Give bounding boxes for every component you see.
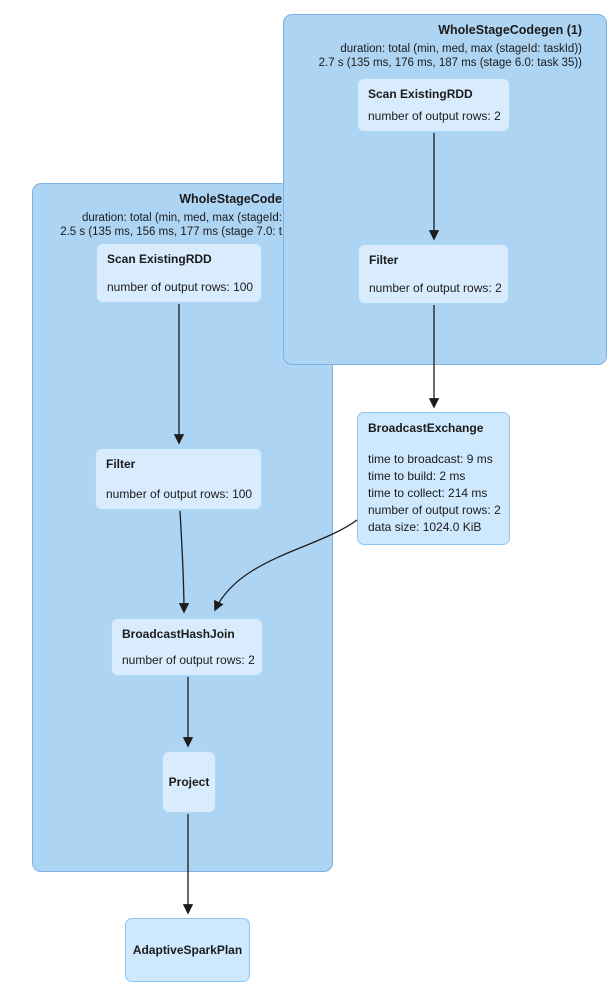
cluster-title: WholeStageCodegen (1)	[438, 23, 582, 37]
cluster-header	[284, 15, 606, 70]
node-metric: time to collect: 214 ms	[368, 486, 488, 500]
cluster-duration-metric	[292, 43, 582, 70]
node-broadcasthashjoin[interactable]	[111, 618, 263, 676]
node-title: BroadcastExchange	[368, 421, 484, 435]
node-scan-existingrdd-stage7[interactable]	[96, 243, 262, 303]
node-title: Scan ExistingRDD	[107, 252, 212, 266]
node-metric: number of output rows: 2	[368, 503, 501, 517]
duration-line: duration: total (min, med, max (stageId: taskId))	[340, 43, 582, 55]
node-filter-stage6[interactable]	[358, 244, 509, 304]
node-metric: number of output rows: 2	[122, 653, 255, 667]
cluster-duration-metric	[37, 212, 282, 239]
node-title: Scan ExistingRDD	[368, 87, 473, 101]
node-metric: time to build: 2 ms	[368, 469, 466, 483]
node-metric: number of output rows: 2	[369, 281, 502, 295]
node-title: AdaptiveSparkPlan	[132, 943, 243, 957]
node-metric: number of output rows: 100	[107, 280, 254, 294]
node-metric: number of output rows: 100	[106, 487, 253, 501]
node-metric: time to broadcast: 9 ms	[368, 452, 493, 466]
node-broadcastexchange[interactable]	[357, 412, 510, 545]
node-title: Filter	[106, 457, 136, 471]
cluster-title: WholeStageCode	[179, 192, 282, 206]
duration-line: 2.7 s (135 ms, 176 ms, 187 ms (stage 6.0: task 35))	[318, 56, 582, 69]
node-metric: number of output rows: 2	[368, 109, 501, 123]
node-scan-existingrdd-stage6[interactable]	[357, 78, 510, 132]
node-title: Project	[168, 775, 210, 789]
duration-line: duration: total (min, med, max (stageId:	[81, 212, 282, 224]
node-filter-stage7[interactable]	[95, 448, 262, 510]
duration-line: 2.5 s (135 ms, 156 ms, 177 ms (stage 7.0: t	[60, 225, 282, 238]
node-title: Filter	[369, 253, 399, 267]
node-title: BroadcastHashJoin	[122, 627, 235, 641]
node-metric-list	[368, 451, 499, 536]
node-metric: data size: 1024.0 KiB	[368, 520, 482, 534]
node-adaptivesparkplan[interactable]	[125, 918, 250, 982]
node-project[interactable]	[162, 751, 216, 813]
cluster-wholestagecodegen-1[interactable]	[283, 14, 607, 365]
